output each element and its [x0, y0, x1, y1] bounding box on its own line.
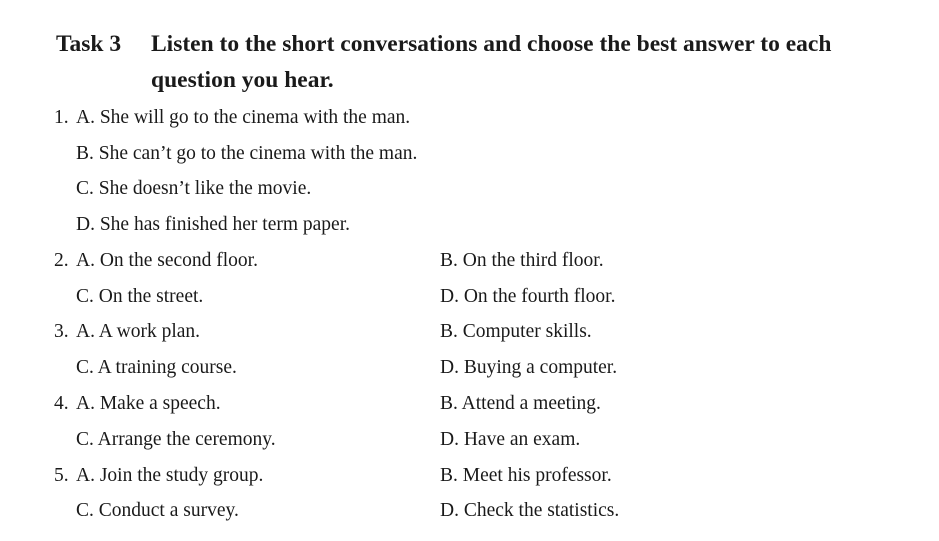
question-3-option-a: A. A work plan. [76, 321, 201, 342]
question-1-option-d: D. She has finished her term paper. [76, 214, 351, 235]
question-2-option-c: C. On the street. [76, 286, 204, 307]
question-1-option-c: C. She doesn’t like the movie. [76, 178, 312, 199]
question-number-5: 5. [54, 465, 69, 486]
question-4-option-d: D. Have an exam. [440, 429, 581, 450]
question-5-option-d: D. Check the statistics. [440, 500, 620, 521]
task-label: Task 3 [56, 31, 122, 57]
question-number-4: 4. [54, 393, 69, 414]
question-2-option-d: D. On the fourth floor. [440, 286, 616, 307]
question-5-option-a: A. Join the study group. [76, 465, 264, 486]
question-2-option-b: B. On the third floor. [440, 250, 604, 271]
question-4-option-c: C. Arrange the ceremony. [76, 429, 276, 450]
question-1-option-b: B. She can’t go to the cinema with the man. [76, 143, 418, 164]
question-4-option-b: B. Attend a meeting. [440, 393, 601, 414]
question-3-option-d: D. Buying a computer. [440, 357, 618, 378]
question-3-option-c: C. A training course. [76, 357, 237, 378]
question-1-option-a: A. She will go to the cinema with the man. [76, 107, 411, 128]
question-5-option-b: B. Meet his professor. [440, 465, 612, 486]
question-2-option-a: A. On the second floor. [76, 250, 258, 271]
question-number-2: 2. [54, 250, 69, 271]
question-number-3: 3. [54, 321, 69, 342]
question-number-1: 1. [54, 107, 69, 128]
question-3-option-b: B. Computer skills. [440, 321, 592, 342]
question-5-option-c: C. Conduct a survey. [76, 500, 239, 521]
task-instruction: Listen to the short conversations and choose the best answer to each question you hear. [151, 31, 832, 93]
question-4-option-a: A. Make a speech. [76, 393, 221, 414]
